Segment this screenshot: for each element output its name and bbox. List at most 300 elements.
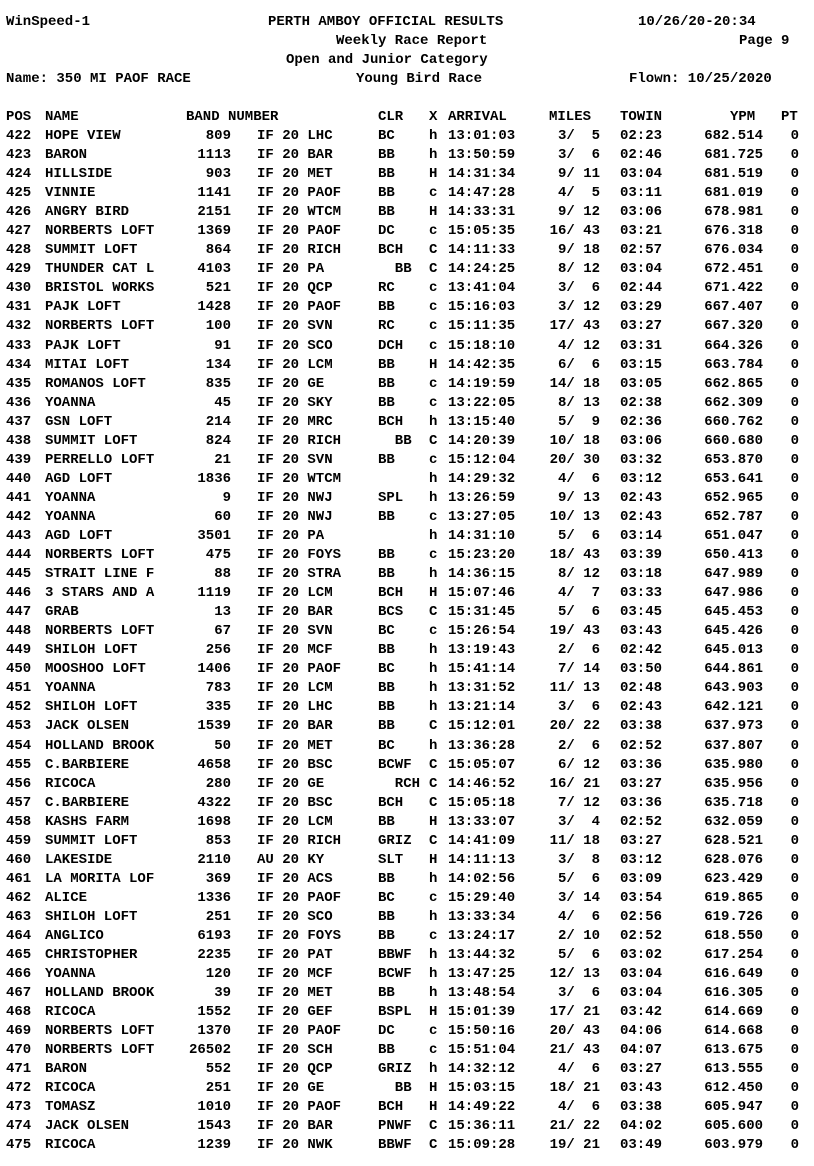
cell-points: 0	[790, 1023, 799, 1040]
table-row	[6, 527, 810, 546]
col-pt: PT	[781, 109, 798, 125]
cell-clock-flag: c	[429, 547, 438, 564]
cell-miles: 4/ 6	[557, 1099, 600, 1116]
cell-color: BB	[378, 299, 395, 316]
cell-band-number: IF 20 PAOF	[257, 661, 342, 678]
cell-towin: 03:50	[620, 661, 663, 678]
cell-towin: 02:52	[620, 927, 663, 944]
cell-clock-flag: C	[429, 756, 438, 773]
cell-pos: 448	[6, 623, 32, 640]
cell-band: 1428	[197, 299, 231, 316]
cell-towin: 02:42	[620, 642, 663, 659]
spacer	[6, 89, 810, 108]
category-label: Open and Junior Category	[286, 52, 488, 68]
cell-name: YOANNA	[45, 508, 96, 525]
cell-clock-flag: H	[429, 1004, 438, 1021]
cell-miles: 11/ 18	[549, 832, 600, 849]
cell-band-number: IF 20 GE	[257, 375, 325, 392]
cell-clock-flag: H	[429, 1099, 438, 1116]
cell-points: 0	[790, 527, 799, 544]
cell-ypm: 678.981	[704, 204, 763, 221]
cell-band-number: IF 20 MCF	[257, 966, 333, 983]
cell-clock-flag: h	[429, 985, 438, 1002]
cell-pos: 432	[6, 318, 32, 335]
cell-name: TOMASZ	[45, 1099, 96, 1116]
table-row	[6, 641, 810, 660]
cell-towin: 03:39	[620, 547, 663, 564]
cell-band: 1543	[197, 1118, 231, 1135]
cell-name: YOANNA	[45, 394, 96, 411]
cell-miles: 19/ 43	[549, 623, 600, 640]
cell-pos: 430	[6, 280, 32, 297]
cell-color: BB	[378, 375, 395, 392]
cell-ypm: 664.326	[704, 337, 763, 354]
cell-towin: 03:43	[620, 623, 663, 640]
cell-points: 0	[790, 318, 799, 335]
cell-towin: 03:12	[620, 470, 663, 487]
cell-points: 0	[790, 794, 799, 811]
cell-towin: 02:52	[620, 813, 663, 830]
cell-points: 0	[790, 680, 799, 697]
cell-clock-flag: h	[429, 870, 438, 887]
cell-points: 0	[790, 966, 799, 983]
cell-pos: 457	[6, 794, 32, 811]
table-row	[6, 660, 810, 679]
table-row	[6, 1060, 810, 1079]
cell-band: 2235	[197, 947, 231, 964]
cell-towin: 03:14	[620, 527, 663, 544]
cell-band-number: IF 20 MCF	[257, 642, 333, 659]
cell-band: 1141	[197, 185, 231, 202]
cell-ypm: 653.641	[704, 470, 763, 487]
cell-pos: 468	[6, 1004, 32, 1021]
cell-ypm: 619.726	[704, 908, 763, 925]
cell-miles: 5/ 6	[557, 527, 600, 544]
cell-arrival: 13:50:59	[448, 147, 516, 164]
cell-clock-flag: h	[429, 947, 438, 964]
cell-color: BB	[378, 699, 395, 716]
cell-arrival: 15:23:20	[448, 547, 516, 564]
cell-name: MITAI LOFT	[45, 356, 130, 373]
col-ypm: YPM	[730, 109, 756, 125]
cell-band: 2110	[197, 851, 231, 868]
cell-points: 0	[790, 699, 799, 716]
cell-ypm: 647.986	[704, 585, 763, 602]
cell-towin: 04:06	[620, 1023, 663, 1040]
cell-band: 1010	[197, 1099, 231, 1116]
cell-pos: 473	[6, 1099, 32, 1116]
cell-clock-flag: C	[429, 1137, 438, 1154]
cell-clock-flag: h	[429, 661, 438, 678]
cell-pos: 433	[6, 337, 32, 354]
cell-clock-flag: H	[429, 851, 438, 868]
cell-miles: 6/ 12	[557, 756, 600, 773]
table-row	[6, 489, 810, 508]
cell-points: 0	[790, 299, 799, 316]
header-line-4	[6, 70, 810, 89]
cell-arrival: 15:16:03	[448, 299, 516, 316]
cell-clock-flag: H	[429, 1080, 438, 1097]
cell-points: 0	[790, 1099, 799, 1116]
cell-clock-flag: h	[429, 489, 438, 506]
table-row	[6, 127, 810, 146]
cell-ypm: 681.519	[704, 166, 763, 183]
cell-clock-flag: h	[429, 413, 438, 430]
cell-arrival: 15:07:46	[448, 585, 516, 602]
cell-color: RCH	[378, 775, 421, 792]
cell-band-number: IF 20 LHC	[257, 128, 333, 144]
cell-color: BCH	[378, 585, 404, 602]
cell-miles: 9/ 18	[557, 242, 600, 259]
cell-clock-flag: c	[429, 889, 438, 906]
cell-arrival: 15:12:04	[448, 451, 516, 468]
cell-band: 45	[214, 394, 231, 411]
cell-ypm: 613.555	[704, 1061, 763, 1078]
cell-name: RICOCA	[45, 775, 96, 792]
cell-color: BB	[378, 718, 395, 735]
cell-ypm: 635.980	[704, 756, 763, 773]
cell-clock-flag: C	[429, 775, 438, 792]
table-row	[6, 679, 810, 698]
column-headers	[6, 108, 810, 127]
cell-arrival: 13:26:59	[448, 489, 516, 506]
cell-name: YOANNA	[45, 680, 96, 697]
cell-pos: 466	[6, 966, 32, 983]
cell-miles: 11/ 13	[549, 680, 600, 697]
cell-ypm: 650.413	[704, 547, 763, 564]
cell-clock-flag: h	[429, 527, 438, 544]
cell-name: RICOCA	[45, 1004, 96, 1021]
cell-ypm: 613.675	[704, 1042, 763, 1059]
cell-band: 1119	[197, 585, 231, 602]
cell-towin: 03:04	[620, 166, 663, 183]
cell-color: BCWF	[378, 966, 412, 983]
cell-pos: 422	[6, 128, 32, 144]
cell-ypm: 643.903	[704, 680, 763, 697]
cell-color: RC	[378, 318, 395, 335]
cell-band: 256	[205, 642, 231, 659]
cell-arrival: 13:48:54	[448, 985, 516, 1002]
cell-points: 0	[790, 337, 799, 354]
cell-miles: 20/ 30	[549, 451, 600, 468]
cell-clock-flag: h	[429, 699, 438, 716]
cell-clock-flag: c	[429, 337, 438, 354]
table-row	[6, 622, 810, 641]
cell-towin: 02:43	[620, 699, 663, 716]
cell-band-number: IF 20 WTCM	[257, 204, 342, 221]
cell-pos: 436	[6, 394, 32, 411]
cell-arrival: 15:26:54	[448, 623, 516, 640]
cell-band-number: IF 20 PAOF	[257, 299, 342, 316]
cell-band-number: IF 20 GE	[257, 1080, 325, 1097]
cell-band: 335	[205, 699, 231, 716]
cell-pos: 426	[6, 204, 32, 221]
table-row	[6, 451, 810, 470]
cell-name: GRAB	[45, 604, 79, 621]
cell-color: BB	[378, 1080, 412, 1097]
cell-miles: 21/ 43	[549, 1042, 600, 1059]
table-row	[6, 813, 810, 832]
cell-pos: 459	[6, 832, 32, 849]
cell-name: YOANNA	[45, 489, 96, 506]
cell-clock-flag: C	[429, 432, 438, 449]
cell-band-number: IF 20 SCO	[257, 337, 333, 354]
cell-arrival: 14:20:39	[448, 432, 516, 449]
cell-points: 0	[790, 1042, 799, 1059]
cell-points: 0	[790, 661, 799, 678]
cell-points: 0	[790, 375, 799, 392]
cell-band: 9	[222, 489, 231, 506]
cell-points: 0	[790, 737, 799, 754]
cell-color: BC	[378, 661, 395, 678]
table-row	[6, 260, 810, 279]
cell-pos: 442	[6, 508, 32, 525]
cell-miles: 9/ 12	[557, 204, 600, 221]
cell-points: 0	[790, 432, 799, 449]
cell-name: BRISTOL WORKS	[45, 280, 155, 297]
race-name: Name: 350 MI PAOF RACE	[6, 71, 191, 87]
cell-ypm: 651.047	[704, 527, 763, 544]
cell-name: AGD LOFT	[45, 470, 113, 487]
cell-towin: 03:33	[620, 585, 663, 602]
cell-clock-flag: C	[429, 718, 438, 735]
cell-color: BBWF	[378, 1137, 412, 1154]
cell-color: BB	[378, 680, 395, 697]
col-towin: TOWIN	[620, 109, 663, 125]
cell-band: 4103	[197, 261, 231, 278]
cell-arrival: 15:11:35	[448, 318, 516, 335]
cell-clock-flag: H	[429, 204, 438, 221]
cell-ypm: 632.059	[704, 813, 763, 830]
table-row	[6, 317, 810, 336]
report-title: Weekly Race Report	[336, 33, 488, 49]
cell-color: BCWF	[378, 756, 412, 773]
cell-name: NORBERTS LOFT	[45, 318, 155, 335]
cell-ypm: 605.947	[704, 1099, 763, 1116]
cell-pos: 469	[6, 1023, 32, 1040]
cell-points: 0	[790, 451, 799, 468]
cell-points: 0	[790, 1080, 799, 1097]
cell-band-number: IF 20 GEF	[257, 1004, 333, 1021]
cell-miles: 14/ 18	[549, 375, 600, 392]
cell-towin: 03:45	[620, 604, 663, 621]
cell-band: 1336	[197, 889, 231, 906]
cell-towin: 03:21	[620, 223, 663, 240]
cell-name: SUMMIT LOFT	[45, 832, 138, 849]
cell-arrival: 15:05:18	[448, 794, 516, 811]
cell-miles: 20/ 22	[549, 718, 600, 735]
cell-points: 0	[790, 394, 799, 411]
cell-points: 0	[790, 508, 799, 525]
cell-name: AGD LOFT	[45, 527, 113, 544]
cell-color: BB	[378, 432, 412, 449]
cell-band: 280	[205, 775, 231, 792]
cell-towin: 02:48	[620, 680, 663, 697]
cell-points: 0	[790, 775, 799, 792]
cell-towin: 03:04	[620, 966, 663, 983]
cell-towin: 04:02	[620, 1118, 663, 1135]
cell-arrival: 13:15:40	[448, 413, 516, 430]
cell-ypm: 612.450	[704, 1080, 763, 1097]
cell-towin: 02:52	[620, 737, 663, 754]
cell-ypm: 652.787	[704, 508, 763, 525]
cell-name: JACK OLSEN	[45, 1118, 130, 1135]
cell-band: 6193	[197, 927, 231, 944]
cell-towin: 03:06	[620, 204, 663, 221]
cell-towin: 03:15	[620, 356, 663, 373]
table-row	[6, 870, 810, 889]
col-arrival: ARRIVAL	[448, 109, 507, 125]
cell-pos: 454	[6, 737, 32, 754]
cell-ypm: 616.649	[704, 966, 763, 983]
cell-color: BB	[378, 985, 395, 1002]
cell-pos: 450	[6, 661, 32, 678]
cell-pos: 441	[6, 489, 32, 506]
cell-miles: 18/ 21	[549, 1080, 600, 1097]
cell-miles: 16/ 21	[549, 775, 600, 792]
cell-color: BC	[378, 889, 395, 906]
cell-arrival: 14:19:59	[448, 375, 516, 392]
page-number: Page 9	[739, 33, 790, 49]
cell-name: MOOSHOO LOFT	[45, 661, 146, 678]
cell-name: PAJK LOFT	[45, 337, 121, 354]
cell-name: SHILOH LOFT	[45, 908, 138, 925]
cell-arrival: 14:11:13	[448, 851, 516, 868]
cell-band: 13	[214, 604, 231, 621]
cell-pos: 446	[6, 585, 32, 602]
cell-ypm: 667.407	[704, 299, 763, 316]
cell-clock-flag: c	[429, 623, 438, 640]
cell-miles: 3/ 6	[557, 147, 600, 164]
cell-arrival: 15:51:04	[448, 1042, 516, 1059]
cell-towin: 03:04	[620, 985, 663, 1002]
cell-band: 521	[205, 280, 231, 297]
cell-name: 3 STARS AND A	[45, 585, 155, 602]
cell-miles: 6/ 6	[557, 356, 600, 373]
cell-band-number: IF 20 LCM	[257, 585, 333, 602]
cell-ypm: 635.718	[704, 794, 763, 811]
col-band: BAND NUMBER	[186, 109, 279, 125]
col-clr: CLR	[378, 109, 404, 125]
cell-arrival: 15:09:28	[448, 1137, 516, 1154]
cell-miles: 7/ 14	[557, 661, 600, 678]
cell-miles: 5/ 6	[557, 947, 600, 964]
table-row	[6, 775, 810, 794]
cell-points: 0	[790, 547, 799, 564]
cell-arrival: 15:41:14	[448, 661, 516, 678]
cell-towin: 03:06	[620, 432, 663, 449]
cell-band: 39	[214, 985, 231, 1002]
cell-ypm: 647.989	[704, 566, 763, 583]
cell-color: BB	[378, 147, 395, 164]
cell-miles: 7/ 12	[557, 794, 600, 811]
cell-color: BCH	[378, 794, 404, 811]
cell-name: RICOCA	[45, 1080, 96, 1097]
cell-miles: 4/ 5	[557, 185, 600, 202]
cell-name: CHRISTOPHER	[45, 947, 138, 964]
cell-arrival: 13:33:07	[448, 813, 516, 830]
cell-miles: 8/ 13	[557, 394, 600, 411]
cell-clock-flag: C	[429, 832, 438, 849]
cell-arrival: 13:33:34	[448, 908, 516, 925]
table-row	[6, 584, 810, 603]
cell-points: 0	[790, 242, 799, 259]
cell-arrival: 14:32:12	[448, 1061, 516, 1078]
cell-color: DC	[378, 1023, 395, 1040]
cell-pos: 434	[6, 356, 32, 373]
cell-band-number: IF 20 PAT	[257, 947, 333, 964]
cell-clock-flag: h	[429, 642, 438, 659]
cell-ypm: 676.318	[704, 223, 763, 240]
table-row	[6, 851, 810, 870]
table-row	[6, 908, 810, 927]
cell-miles: 9/ 13	[557, 489, 600, 506]
cell-clock-flag: c	[429, 927, 438, 944]
table-row	[6, 146, 810, 165]
cell-band-number: IF 20 RICH	[257, 242, 342, 259]
cell-towin: 03:04	[620, 261, 663, 278]
cell-band: 853	[205, 832, 231, 849]
cell-arrival: 13:19:43	[448, 642, 516, 659]
cell-ypm: 645.013	[704, 642, 763, 659]
club-title: PERTH AMBOY OFFICIAL RESULTS	[268, 14, 504, 30]
cell-miles: 21/ 22	[549, 1118, 600, 1135]
cell-points: 0	[790, 927, 799, 944]
cell-pos: 463	[6, 908, 32, 925]
cell-band: 134	[205, 356, 231, 373]
table-row	[6, 1098, 810, 1117]
cell-name: NORBERTS LOFT	[45, 223, 155, 240]
cell-color: GRIZ	[378, 832, 412, 849]
cell-ypm: 603.979	[704, 1137, 763, 1154]
cell-arrival: 15:01:39	[448, 1004, 516, 1021]
cell-band-number: IF 20 FOYS	[257, 927, 342, 944]
cell-pos: 455	[6, 756, 32, 773]
cell-pos: 467	[6, 985, 32, 1002]
cell-color: BB	[378, 204, 395, 221]
cell-color: BCH	[378, 413, 404, 430]
cell-clock-flag: C	[429, 604, 438, 621]
cell-arrival: 14:49:22	[448, 1099, 516, 1116]
cell-name: STRAIT LINE F	[45, 566, 155, 583]
cell-points: 0	[790, 1004, 799, 1021]
cell-pos: 437	[6, 413, 32, 430]
cell-ypm: 652.965	[704, 489, 763, 506]
cell-pos: 460	[6, 851, 32, 868]
cell-towin: 03:29	[620, 299, 663, 316]
cell-name: ROMANOS LOFT	[45, 375, 146, 392]
cell-band-number: IF 20 SCO	[257, 908, 333, 925]
cell-band: 369	[205, 870, 231, 887]
cell-color: BC	[378, 623, 395, 640]
cell-pos: 443	[6, 527, 32, 544]
cell-color: BB	[378, 185, 395, 202]
cell-towin: 03:38	[620, 718, 663, 735]
cell-points: 0	[790, 642, 799, 659]
cell-band-number: IF 20 FOYS	[257, 547, 342, 564]
cell-ypm: 676.034	[704, 242, 763, 259]
cell-name: THUNDER CAT L	[45, 261, 155, 278]
cell-band-number: IF 20 PAOF	[257, 185, 342, 202]
cell-arrival: 14:33:31	[448, 204, 516, 221]
cell-towin: 03:31	[620, 337, 663, 354]
cell-color: BB	[378, 508, 395, 525]
cell-clock-flag: C	[429, 1118, 438, 1135]
cell-towin: 02:43	[620, 508, 663, 525]
table-row	[6, 946, 810, 965]
cell-color: BCH	[378, 1099, 404, 1116]
cell-points: 0	[790, 870, 799, 887]
